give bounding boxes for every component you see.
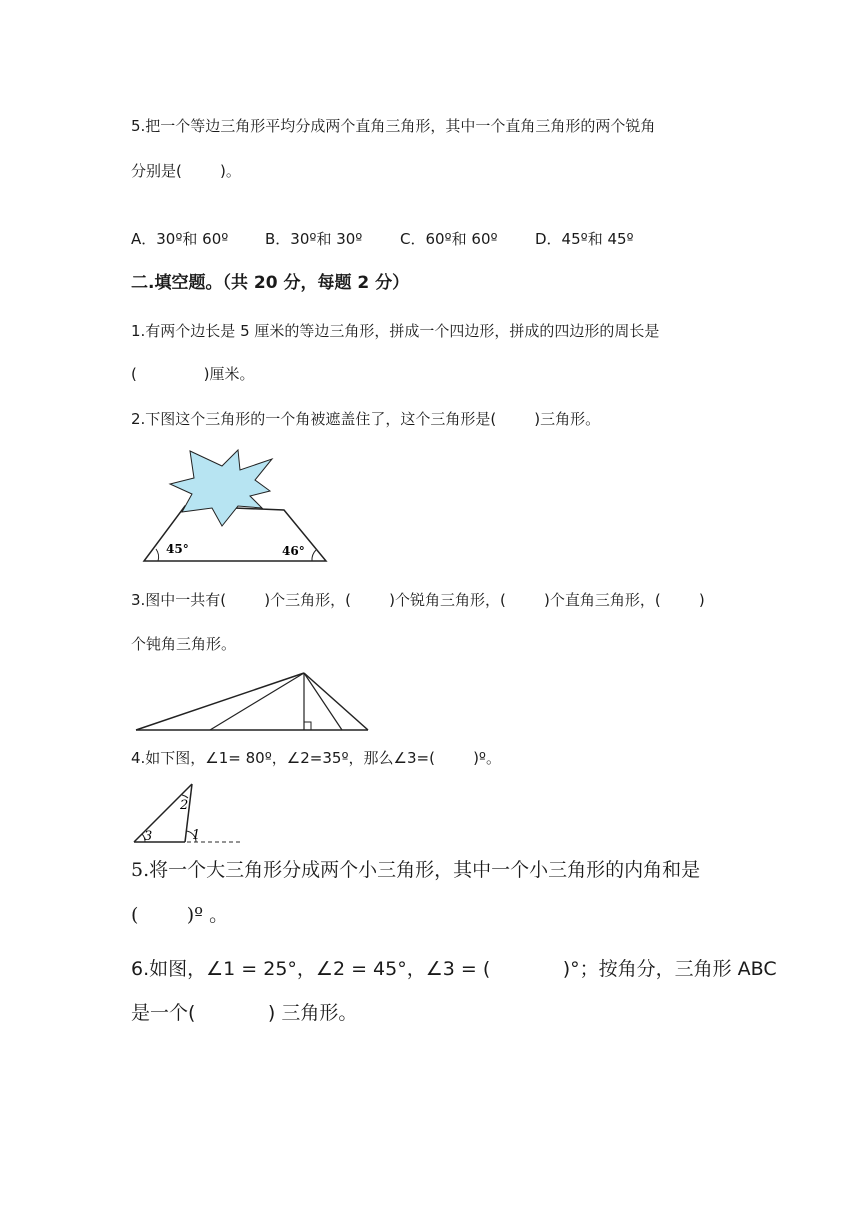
q1-line1: 1.有两个边长是 5 厘米的等边三角形，拼成一个四边形，拼成的四边形的周长是: [131, 322, 660, 340]
section-heading: 二.填空题。（共 20 分，每题 2 分）: [131, 273, 410, 293]
q4-side-right: [185, 784, 192, 842]
q5-choice-line1: 5.把一个等边三角形平均分成两个直角三角形，其中一个直角三角形的两个锐角: [131, 117, 656, 135]
q3-right-angle-mark: [304, 722, 311, 730]
q2-figure: [130, 448, 340, 568]
q2-angle-right: 46°: [282, 544, 305, 558]
q3-line2: 个钝角三角形。: [131, 635, 237, 653]
q2-cover-star: [170, 450, 272, 526]
q5-option-c: C．60º和 60º: [400, 230, 498, 248]
q3-cevian-1: [210, 673, 304, 730]
q4-figure: [130, 778, 245, 846]
q2-arc-left: [156, 549, 159, 561]
q5-fill-line1: 5.将一个大三角形分成两个小三角形，其中一个小三角形的内角和是: [131, 859, 701, 881]
q2-angle-left: 45°: [166, 542, 189, 556]
q4-label-3: 3: [144, 829, 153, 844]
q4-side-left: [134, 784, 192, 842]
q5-option-d: D．45º和 45º: [535, 230, 634, 248]
q1-line2: ( )厘米。: [131, 365, 255, 383]
q3-side-left: [136, 673, 304, 730]
q5-option-b: B．30º和 30º: [265, 230, 363, 248]
q6-line1: 6.如图，∠1 = 25°，∠2 = 45°，∠3 = ( )°；按角分，三角形 ABC: [131, 958, 777, 980]
q4-label-1: 1: [192, 828, 201, 843]
q2-arc-right: [312, 550, 316, 561]
q5-fill-line2: ( )º 。: [131, 904, 229, 926]
q5-option-a: A．30º和 60º: [131, 230, 229, 248]
q3-line1: 3.图中一共有( )个三角形，( )个锐角三角形，( )个直角三角形，( ): [131, 591, 705, 609]
q5-choice-line2: 分别是( )。: [131, 162, 241, 180]
q3-figure: [130, 668, 375, 738]
q2-line1: 2.下图这个三角形的一个角被遮盖住了，这个三角形是( )三角形。: [131, 410, 601, 428]
q4-label-2: 2: [180, 798, 189, 813]
q6-line2: 是一个( ) 三角形。: [131, 1002, 358, 1024]
q4-line1: 4.如下图，∠1= 80º，∠2=35º，那么∠3=( )º。: [131, 749, 501, 767]
